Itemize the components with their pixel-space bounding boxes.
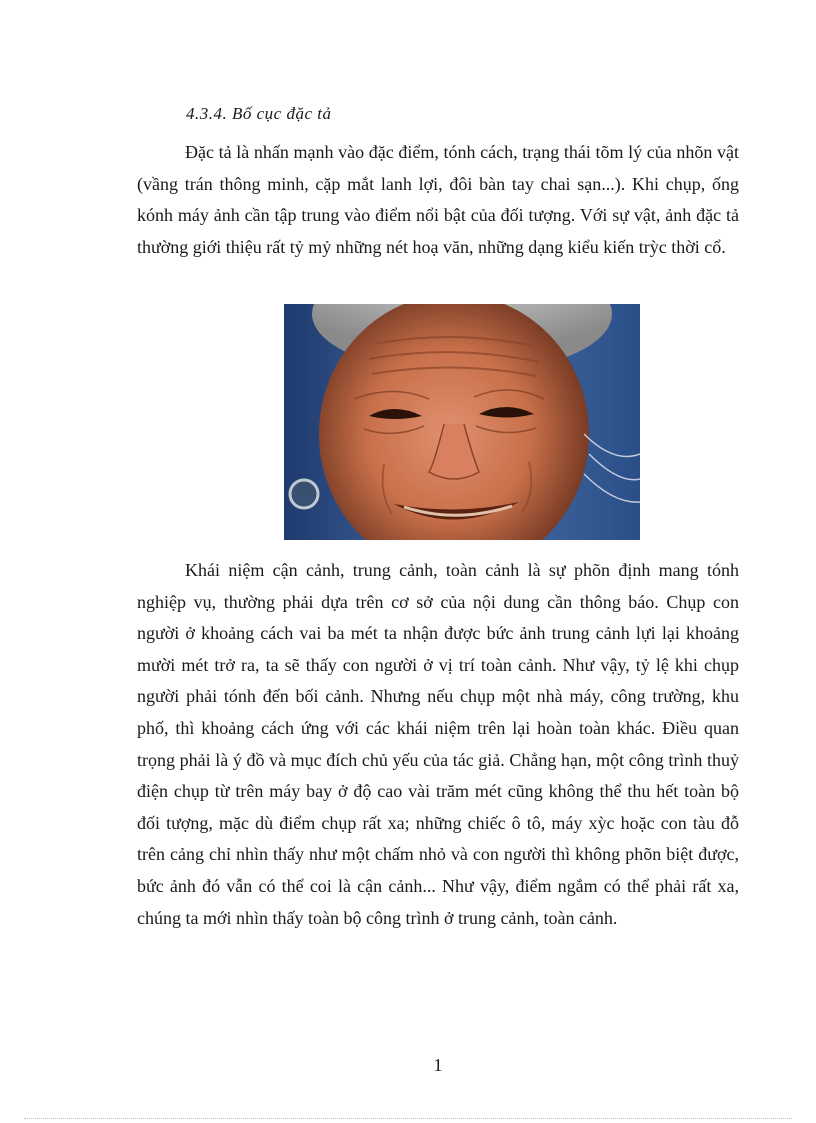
section-heading: 4.3.4. Bố cục đặc tả (186, 104, 332, 123)
portrait-illustration (284, 304, 640, 540)
portrait-photo (284, 304, 640, 540)
body-paragraph-1: Đặc tả là nhấn mạnh vào đặc điểm, tónh cách, trạng thái tõm lý của nhõn vật (vầng trán thông minh, cặp mắt lanh lợi, đôi bàn tay chai sạn...). Khi chụp, ống kónh máy ảnh cần tập trung vào điểm nổi bật của đối tượng. Với sự vật, ảnh đặc tả thường giới thiệu rất tỷ mỷ những nét hoạ văn, những dạng kiểu kiến trỳc thời cổ. (137, 142, 739, 257)
page-number: 1 (433, 1055, 443, 1075)
body-paragraph-2: Khái niệm cận cảnh, trung cảnh, toàn cảnh là sự phõn định mang tónh nghiệp vụ, thường phải dựa trên cơ sở của nội dung cần thông báo. Chụp con người ở khoảng cách vai ba mét ta nhận được bức ảnh trung cảnh lựi lại khoảng mười mét trở ra, ta sẽ thấy con người ở vị trí toàn cảnh. Như vậy, tỷ lệ khi chụp người phải tónh đến bối cảnh. Nhưng nếu chụp một nhà máy, công trường, khu phố, thì khoảng cách ứng với các khái niệm trên lại hoàn toàn khác. Điều quan trọng phải là ý đồ và mục đích chủ yếu của tác giả. Chẳng hạn, một công trình thuỷ điện chụp từ trên máy bay ở độ cao vài trăm mét cũng không thể thu hết toàn bộ đối tượng, mặc dù điểm chụp rất xa; những chiếc ô tô, máy xỳc hoặc con tàu đỗ trên cảng chỉ nhìn thấy như một chấm nhỏ và con người thì không phõn biệt được, bức ảnh đó vẫn có thể coi là cận cảnh... Như vậy, điểm ngắm có thể phải rất xa, chúng ta mới nhìn thấy toàn bộ công trình ở trung cảnh, toàn cảnh. (137, 560, 739, 928)
page-edge-divider (24, 1118, 792, 1119)
